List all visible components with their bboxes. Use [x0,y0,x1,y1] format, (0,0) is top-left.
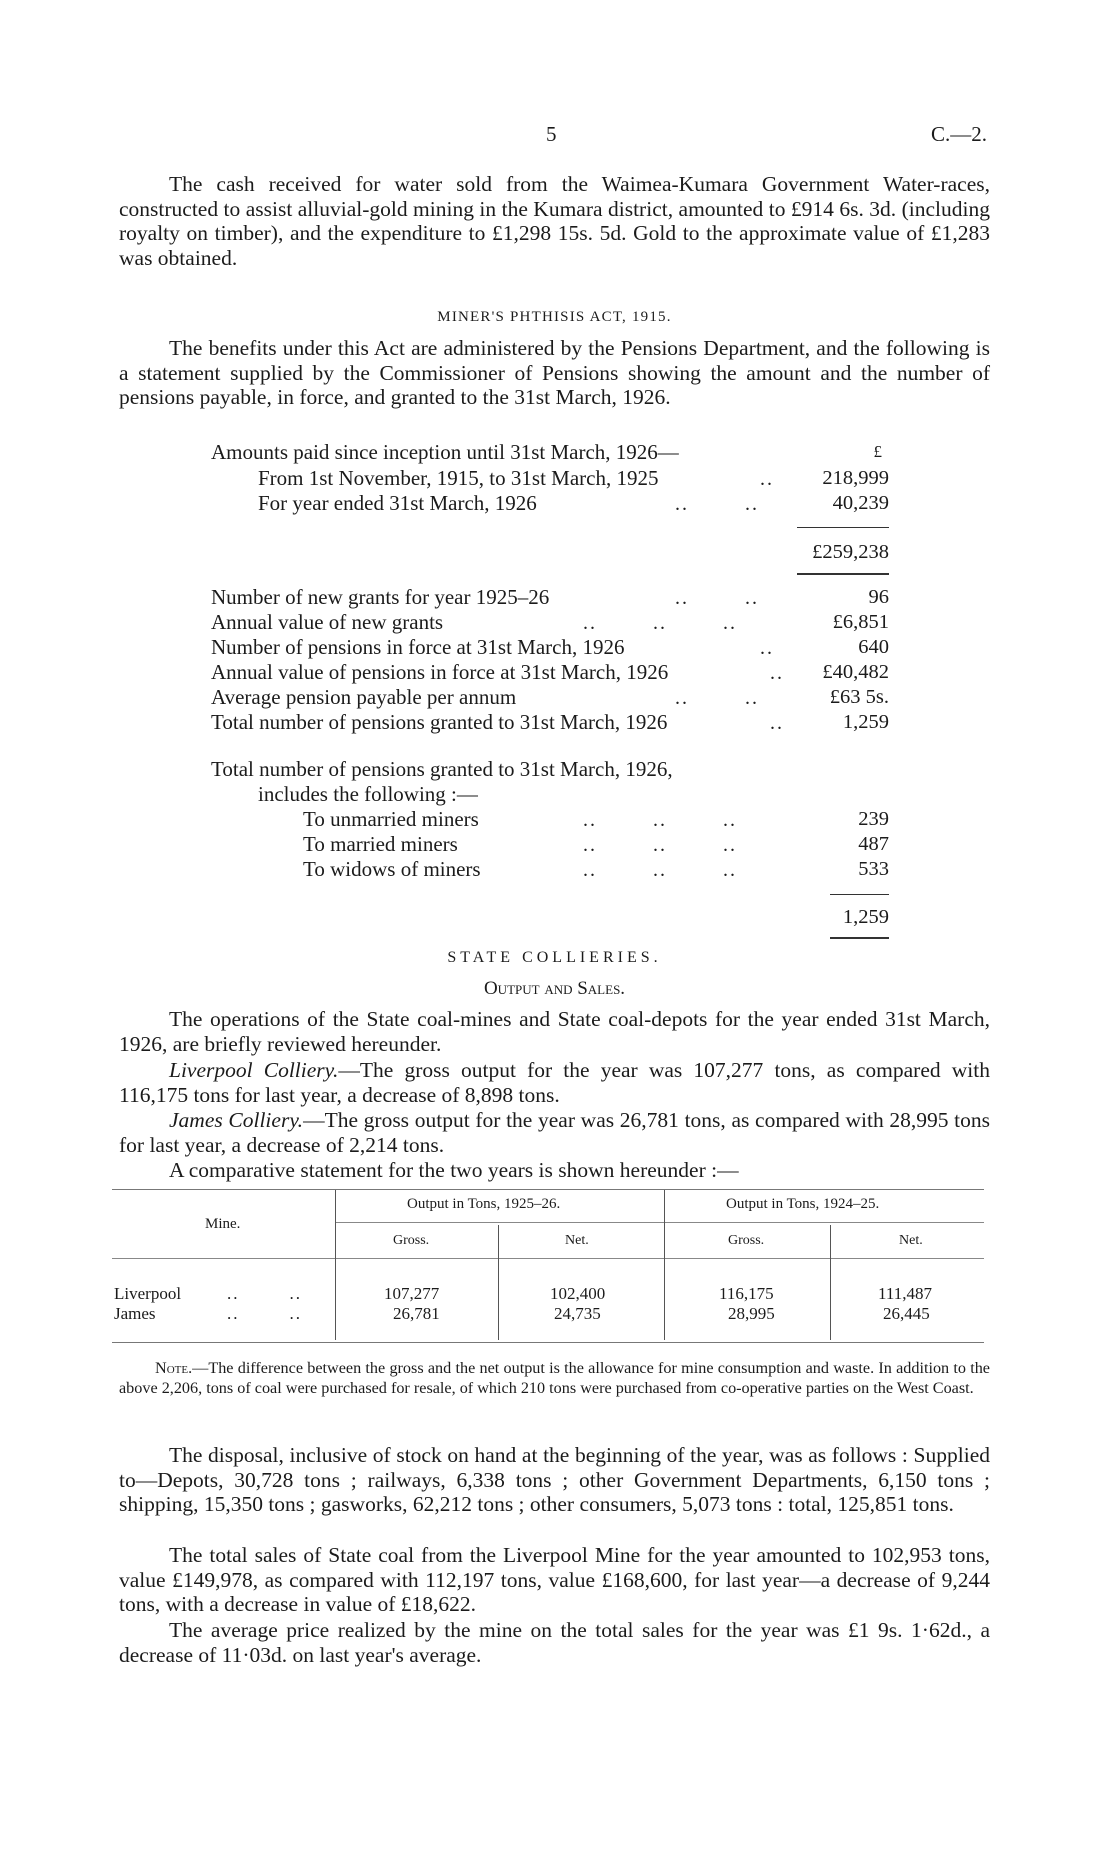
table-note [119,1358,990,1398]
amount-value: 40,239 [832,492,889,514]
table-cell-net-1: 102,400 [550,1284,606,1303]
currency-symbol: £ [873,442,882,461]
table-cell-gross-2: 116,175 [719,1284,774,1303]
leader-dots: .. .. .. [583,809,737,831]
miners-phthisis-paragraph: The benefits under this Act are administered by the Pensions Department, and the following is a statement supplied by the Commissioner of Pensions showing the amount and the number of pensions payable, in force, and granted to the 31st March, 1926. [119,336,990,410]
doc-reference: C.—2. [930,122,987,146]
table-divider [498,1225,499,1340]
table-header-group-2: Output in Tons, 1924–25. [726,1196,880,1212]
amount-label: For year ended 31st March, 1926 [258,491,537,515]
leader-dots: .. .. [227,1304,302,1323]
stat-label: Total number of pensions granted to 31st March, 1926 [211,710,668,734]
note-text: —The difference between the gross and the net output is the allowance for mine consumption and waste. In addition to the above 2,206, tons of coal were purchased for resale, of which 210 tons were purchased from co-operative parties on the West Coast. [119,1359,990,1397]
granted-label: To married miners [303,832,458,856]
section-title-state-collieries: STATE COLLIERIES. [447,949,662,966]
stat-value: 1,259 [842,711,889,733]
stat-value: 96 [868,586,889,608]
leader-dots: .. .. .. [583,834,737,856]
table-subheader-net-2: Net. [899,1233,923,1248]
granted-heading: Total number of pensions granted to 31st March, 1926, [211,757,673,781]
table-bottom-rule [112,1342,984,1343]
james-text: —The gross output for the year was 26,781 tons, as compared with 28,995 tons for last year, a decrease of 2,214 tons. [119,1108,991,1157]
intro-paragraph: The cash received for water sold from the Waimea-Kumara Government Water-races, constructed to assist alluvial-gold mining in the Kumara district, amounted to £914 6s. 3d. (including royalty on timber), and the expenditure to £1,298 15s. 5d. Gold to the approximate value of £1,283 was obtained. [119,172,990,270]
stat-label: Average pension payable per annum [211,685,517,709]
section-title-miners-phthisis: MINER'S PHTHISIS ACT, 1915. [437,309,672,325]
leader-dots: .. [760,468,774,490]
liverpool-text: —The gross output for the year was 107,277 tons, as compared with 116,175 tons for last year, a decrease of 8,898 tons. [119,1058,990,1107]
stat-value: £40,482 [822,661,889,683]
leader-dots: .. .. [675,687,759,709]
amount-value: 218,999 [822,467,889,489]
page-number: 5 [546,122,557,146]
granted-label: To unmarried miners [303,807,479,831]
stat-label: Number of pensions in force at 31st March, 1926 [211,635,625,659]
granted-value: 487 [858,833,889,855]
table-cell-net-2: 26,445 [883,1304,930,1323]
amounts-total: £259,238 [812,541,889,563]
total-double-rule [797,573,889,575]
amounts-heading: Amounts paid since inception until 31st March, 1926— [211,440,679,464]
leader-dots: .. .. [675,587,759,609]
section-subtitle-output-sales: Output and Sales. [483,978,626,999]
subtotal-rule [830,894,889,895]
collieries-paragraph: The operations of the State coal-mines and State coal-depots for the year ended 31st March, 1926, are briefly reviewed hereunder. [119,1007,990,1056]
table-divider [830,1225,831,1340]
disposal-paragraph: The disposal, inclusive of stock on hand at the beginning of the year, was as follows : Supplied to—Depots, 30,728 tons ; railways, 6,338 tons ; other Government Departments, 6,150 tons ; shipping, 15,350 tons ; gasworks, 62,212 tons ; other consumers, 5,073 tons : total, 125,851 tons. [119,1443,990,1517]
table-cell-gross-1: 107,277 [384,1284,440,1303]
average-price-paragraph: The average price realized by the mine on the total sales for the year was £1 9s. 1·62d., a decrease of 11·03d. on last year's average. [119,1618,990,1667]
liverpool-colliery-heading: Liverpool Colliery. [169,1058,339,1082]
table-header-rule [112,1258,984,1259]
table-divider [664,1190,665,1340]
granted-label: To widows of miners [303,857,481,881]
granted-value: 239 [858,808,889,830]
leader-dots: .. .. .. [583,859,737,881]
table-cell-gross-2: 28,995 [728,1304,775,1323]
stat-label: Annual value of pensions in force at 31st March, 1926 [211,660,669,684]
leader-dots: .. [760,637,774,659]
leader-dots: .. .. .. [583,612,737,634]
leader-dots: .. [770,712,784,734]
table-group-rule [335,1222,984,1223]
table-header-group-1: Output in Tons, 1925–26. [407,1196,561,1212]
table-top-rule [112,1189,984,1190]
leader-dots: .. .. [227,1284,302,1303]
subtotal-rule [797,527,889,528]
note-lead: Note. [155,1359,193,1377]
granted-value: 533 [858,858,889,880]
liverpool-paragraph [119,1058,990,1107]
table-header-mine: Mine. [205,1216,241,1232]
table-cell-gross-1: 26,781 [393,1304,440,1323]
sales-paragraph: The total sales of State coal from the Liverpool Mine for the year amounted to 102,953 tons, value £149,978, as compared with 112,197 tons, value £168,600, for last year—a decrease of 9,244 tons, with a decrease in value of £18,622. [119,1543,990,1617]
leader-dots: .. [770,662,784,684]
james-paragraph [119,1108,990,1157]
granted-subheading: includes the following :— [258,782,478,806]
table-cell-net-2: 111,487 [878,1284,932,1303]
stat-label: Number of new grants for year 1925–26 [211,585,550,609]
table-row-mine: Liverpool [114,1284,182,1303]
granted-total: 1,259 [842,906,889,928]
comparative-intro: A comparative statement for the two years is shown hereunder :— [169,1158,739,1182]
table-cell-net-1: 24,735 [554,1304,601,1323]
table-divider [335,1190,336,1340]
table-subheader-net-1: Net. [565,1233,589,1248]
james-colliery-heading: James Colliery. [169,1108,304,1132]
stat-value: £63 5s. [829,686,889,708]
stat-value: 640 [858,636,889,658]
leader-dots: .. .. [675,493,759,515]
table-subheader-gross-2: Gross. [728,1233,765,1248]
table-row-mine: James [114,1304,156,1323]
table-subheader-gross-1: Gross. [393,1233,430,1248]
amount-label: From 1st November, 1915, to 31st March, 1925 [258,466,659,490]
total-double-rule [830,937,889,939]
stat-value: £6,851 [832,611,889,633]
stat-label: Annual value of new grants [211,610,444,634]
